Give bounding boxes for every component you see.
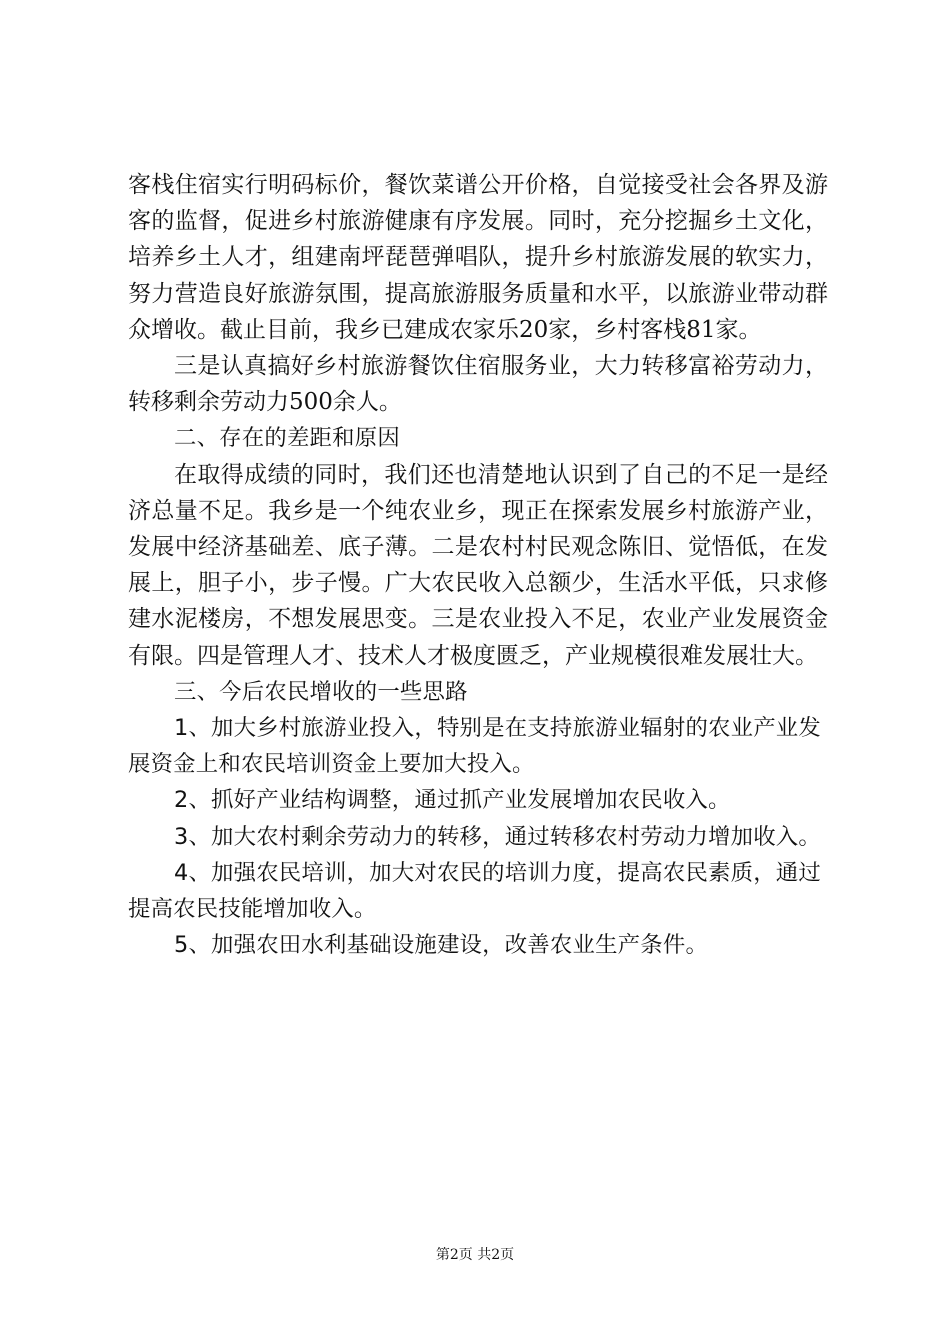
list-item-1: 1、加大乡村旅游业投入，特别是在支持旅游业辐射的农业产业发展资金上和农民培训资金上要加大投入。	[128, 715, 821, 778]
section-heading-gaps: 二、存在的差距和原因	[174, 425, 400, 452]
document-body	[128, 167, 828, 963]
page-footer: 第2页 共2页	[435, 1247, 515, 1263]
list-item-5: 5、加强农田水利基础设施建设，改善农业生产条件。	[174, 932, 709, 959]
list-item-2: 2、抓好产业结构调整，通过抓产业发展增加农民收入。	[174, 787, 731, 814]
section-heading-ideas: 三、今后农民增收的一些思路	[174, 678, 468, 705]
paragraph-gaps: 在取得成绩的同时，我们还也清楚地认识到了自己的不足一是经济总量不足。我乡是一个纯农业乡，现正在探索发展乡村旅游产业，发展中经济基础差、底子薄。二是农村村民观念陈旧、觉悟低，在发展上，胆子小，步子慢。广大农民收入总额少，生活水平低，只求修建水泥楼房，不想发展思变。三是农业投入不足，农业产业发展资金有限。四是管理人才、技术人才极度匮乏，产业规模很难发展壮大。	[128, 461, 828, 669]
list-item-4: 4、加强农民培训，加大对农民的培训力度，提高农民素质，通过提高农民技能增加收入。	[128, 859, 821, 923]
paragraph-continuation: 客栈住宿实行明码标价，餐饮菜谱公开价格，自觉接受社会各界及游客的监督，促进乡村旅游健康有序发展。同时，充分挖掘乡土文化，培养乡土人才，组建南坪琵琶弹唱队，提升乡村旅游发展的软实力，努力营造良好旅游氛围，提高旅游服务质量和水平，以旅游业带动群众增收。截止目前，我乡已建成农家乐20家，乡村客栈81家。	[128, 172, 828, 343]
list-item-3: 3、加大农村剩余劳动力的转移，通过转移农村劳动力增加收入。	[174, 823, 821, 850]
paragraph-point-three: 三是认真搞好乡村旅游餐饮住宿服务业，大力转移富裕劳动力，转移剩余劳动力500余人。	[128, 353, 828, 416]
